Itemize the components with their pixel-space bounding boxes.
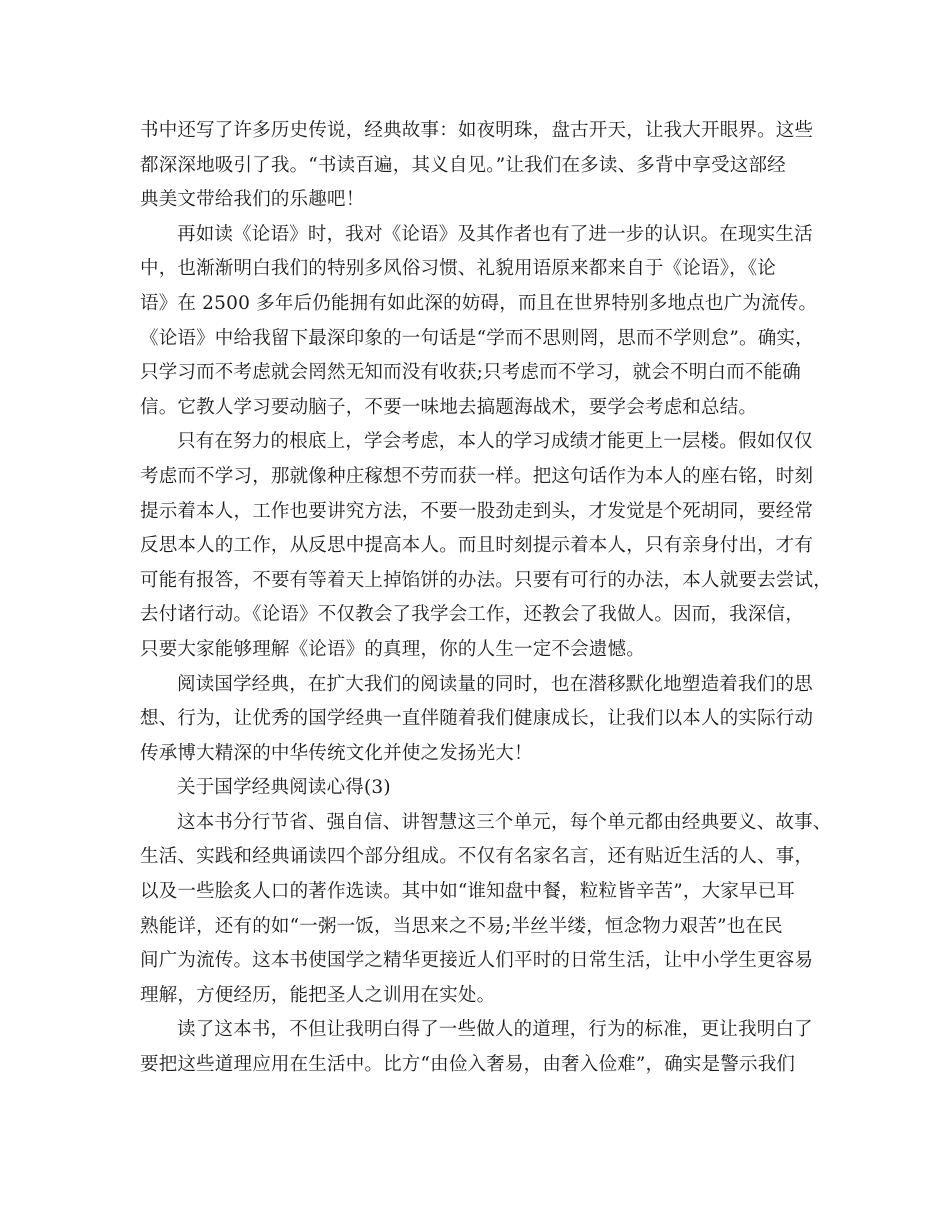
- body-text: [140, 114, 830, 1083]
- text-line: 提示着本人，工作也要讲究方法，不要一股劲走到头，才发觉是个死胡同，要经常: [140, 500, 814, 522]
- text-line: 《论语》中给我留下最深印象的一句话是“学而不思则罔，思而不学则怠”。确实，: [140, 327, 814, 349]
- text-line: 以及一些脍炙人口的著作选读。其中如“谁知盘中餐，粒粒皆辛苦”，大家早已耳: [140, 881, 796, 903]
- text-line: 可能有报答，不要有等着天上掉馅饼的办法。只要有可行的办法，本人就要去尝试，: [140, 569, 832, 591]
- paragraph-start-line: 读了这本书，不但让我明白得了一些做人的道理，行为的标准，更让我明白了: [177, 1019, 813, 1041]
- text-line: 考虑而不学习，那就像种庄稼想不劳而获一样。把这句话作为本人的座右铭，时刻: [140, 465, 814, 487]
- text-line: 反思本人的工作，从反思中提高本人。而且时刻提示着本人，只有亲身付出，才有: [140, 535, 814, 557]
- text-line: 书中还写了许多历史传说，经典故事：如夜明珠，盘古开天，让我大开眼界。这些: [140, 120, 814, 141]
- paragraph-start-line: 只有在努力的根底上，学会考虑，本人的学习成绩才能更上一层楼。假如仅仅: [177, 431, 813, 453]
- text-line: 典美文带给我们的乐趣吧！: [140, 189, 365, 211]
- paragraph-start-line: 这本书分行节省、强自信、讲智慧这三个单元，每个单元都由经典要义、故事、: [177, 811, 832, 833]
- paragraph-start-line: 再如读《论语》时，我对《论语》及其作者也有了进一步的认识。在现实生活: [177, 223, 813, 245]
- text-line: 只学习而不考虑就会罔然无知而没有收获;只考虑而不学习，就会不明白而不能确: [140, 362, 801, 384]
- text-line: 信。它教人学习要动脑子，不要一味地去搞题海战术，要学会考虑和总结。: [140, 396, 758, 418]
- text-line: 间广为流传。这本书使国学之精华更接近人们平时的日常生活，让中小学生更容易: [140, 950, 814, 972]
- text-line: 只要大家能够理解《论语》的真理，你的人生一定不会遗憾。: [140, 638, 645, 660]
- text-line: 都深深地吸引了我。“书读百遍，其义自见。”让我们在多读、多背中享受这部经: [140, 154, 786, 176]
- text-line: 想、行为，让优秀的国学经典一直伴随着我们健康成长，让我们以本人的实际行动: [140, 708, 814, 730]
- text-line: 语》在 2500 多年后仍能拥有如此深的妨碍，而且在世界特别多地点也广为流传。: [140, 292, 818, 314]
- text-line: 中，也渐渐明白我们的特别多风俗习惯、礼貌用语原来都来自于《论语》，《论: [140, 258, 777, 280]
- paragraph-start-line: 阅读国学经典，在扩大我们的阅读量的同时，也在潜移默化地塑造着我们的思: [177, 673, 813, 695]
- text-line: 去付诸行动。《论语》不仅教会了我学会工作，还教会了我做人。因而，我深信，: [140, 604, 804, 626]
- text-line: 要把这些道理应用在生活中。比方“由俭入奢易，由奢入俭难”，确实是警示我们: [140, 1054, 796, 1076]
- text-line: 理解，方便经历，能把圣人之训用在实处。: [140, 984, 496, 1006]
- text-line: 熟能详，还有的如“一粥一饭，当思来之不易;半丝半缕，恒念物力艰苦”也在民: [140, 915, 783, 937]
- text-line: 传承博大精深的中华传统文化并使之发扬光大！: [140, 742, 533, 764]
- section-heading: 关于国学经典阅读心得(3): [177, 777, 391, 799]
- text-line: 生活、实践和经典诵读四个部分组成。不仅有名家名言，还有贴近生活的人、事，: [140, 846, 814, 868]
